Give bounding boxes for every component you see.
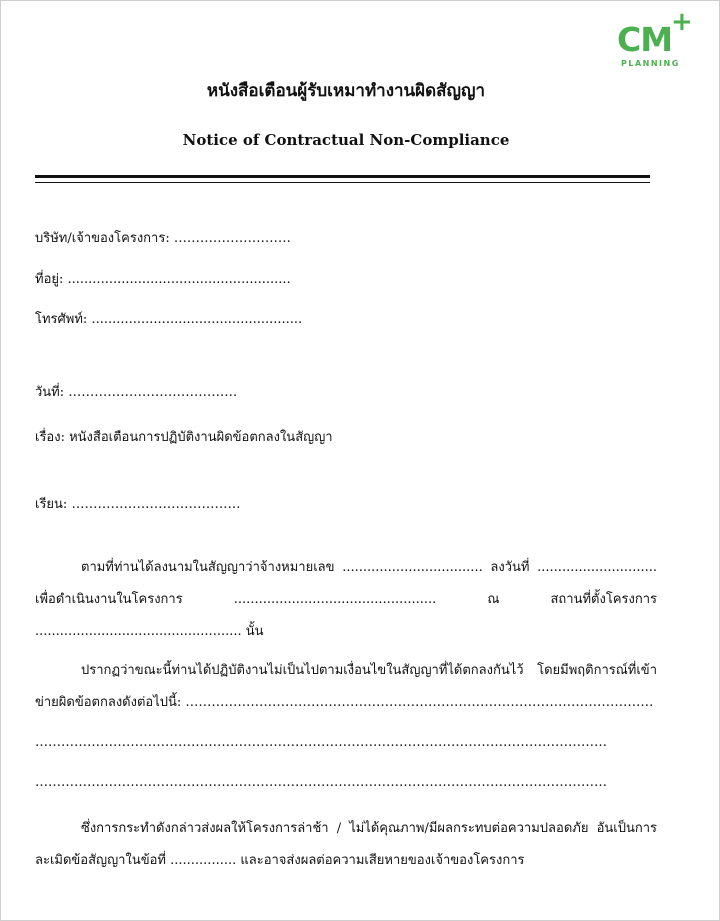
paragraph-1-text: ตามที่ท่านได้ลงนามในสัญญาว่าจ้างหมายเลข .................................. ลงวันที่ ............................. เพื่อดำเนินงานในโครงการ ................................................. ณ สถานที่ตั้งโครงการ .................................................. นั้น (35, 560, 657, 639)
date-field: วันที่: ………………………………… (35, 385, 238, 400)
paragraph-3 (35, 813, 657, 877)
paragraph-1 (35, 552, 657, 648)
header-rule-thin (35, 182, 650, 183)
logo-plus-icon: + (671, 7, 693, 37)
paragraph-2 (35, 655, 657, 719)
cm-planning-logo (613, 7, 697, 71)
logo-text: CM (617, 20, 673, 59)
salutation-field: เรียน: ………………………………… (35, 497, 241, 512)
header-rule-thick (35, 175, 650, 178)
phone-field: โทรศัพท์: ................................................... (35, 312, 303, 327)
paragraph-2-text: ปรากฏว่าขณะนี้ท่านได้ปฏิบัติงานไม่เป็นไปตามเงื่อนไขในสัญญาที่ได้ตกลงกันไว้ โดยมีพฤติการณ์ที่เข้าข่ายผิดข้อตกลงดังต่อไปนี้: ……………………………………………………………………………………………… (35, 663, 657, 710)
owner-field: บริษัท/เจ้าของโครงการ: ……………………… (35, 231, 291, 246)
title-thai: หนังสือเตือนผู้รับเหมาทำงานผิดสัญญา (206, 81, 486, 101)
logo-subtitle: PLANNING (621, 59, 680, 68)
violation-dotted-line-1: …………………………………………………………………………………………………………………… (35, 735, 607, 750)
address-field: ที่อยู่: ...................................................... (35, 272, 291, 287)
title-english: Notice of Contractual Non-Compliance (182, 131, 510, 149)
subject-field: เรื่อง: หนังสือเตือนการปฏิบัติงานผิดข้อตกลงในสัญญา (35, 430, 333, 445)
paragraph-3-text: ซึ่งการกระทำดังกล่าวส่งผลให้โครงการล่าช้า / ไม่ได้คุณภาพ/มีผลกระทบต่อความปลอดภัย อันเป็นการละเมิดข้อสัญญาในข้อที่ ................ และอาจส่งผลต่อความเสียหายของเจ้าของโครงการ (35, 821, 657, 868)
violation-dotted-line-2: …………………………………………………………………………………………………………………… (35, 775, 607, 790)
